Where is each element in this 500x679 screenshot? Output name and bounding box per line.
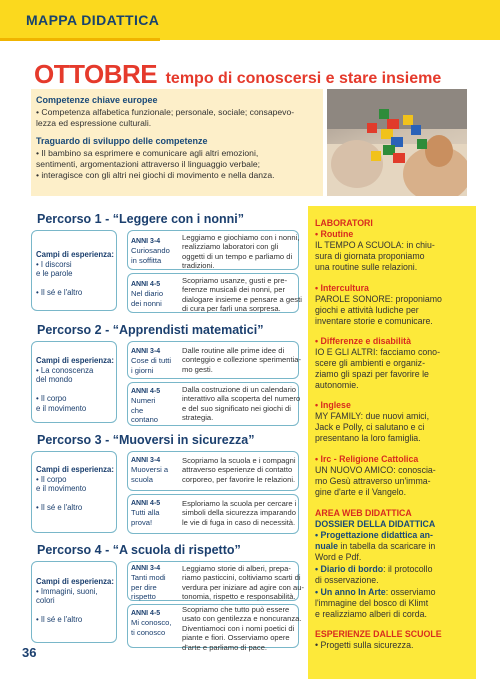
competences-box [31, 89, 323, 196]
activity-name: Numeri [131, 396, 156, 406]
age-label: ANNI 3-4 [131, 238, 161, 245]
percorso-4-campi [36, 577, 114, 625]
activity-name: rispetto [131, 592, 156, 602]
page-number: 36 [22, 645, 37, 660]
month-title: OTTOBRE [34, 59, 158, 89]
percorso-3-campi [36, 465, 114, 513]
inglese-text [315, 411, 475, 444]
month-subtitle: tempo di conoscersi e stare insieme [165, 70, 442, 87]
desc-line: d'arte e parliamo di pace. [182, 642, 268, 652]
campi-item: • La conoscenza [36, 365, 94, 375]
activity-name: che [131, 405, 144, 415]
dossier-heading: DOSSIER DELLA DIDATTICA [315, 519, 436, 529]
intercultura-line: inventare storie e comunicare. [315, 316, 433, 326]
campi-item: • Immagini, suoni, [36, 586, 98, 596]
activity-name: Nel diario [131, 289, 164, 299]
disabilita-line: IO E GLI ALTRI: facciamo cono- [315, 347, 440, 357]
percorso-3-age-3-4 [131, 455, 168, 484]
irc-line: gine d'arte e il Vangelo. [315, 487, 407, 497]
desc-line: simboli della sicurezza imparando [182, 508, 296, 518]
disabilita-line: ziamo gli spazi per favorire le [315, 369, 429, 379]
percorso-2-age-4-5 [131, 386, 160, 425]
disabilita-text [315, 347, 475, 391]
percorso-4-desc-4-5 [182, 605, 301, 652]
desc-line: tonomia, rispetto e responsabilità. [182, 592, 296, 602]
activity-name: Tutti alla [131, 508, 160, 518]
disabilita-heading: • Differenze e disabilità [315, 336, 411, 346]
desc-line: ferenze musicali dei nonni, per [182, 285, 285, 295]
desc-line: corporeo, per favorire le relazioni. [182, 474, 296, 484]
desc-line: Dalla costruzione di un calendario [182, 385, 296, 394]
campi-item: colori [36, 596, 55, 606]
area-web-heading: AREA WEB DIDATTICA [315, 508, 412, 518]
desc-line: mo gesti. [182, 364, 213, 374]
activities-sidebar [308, 206, 476, 679]
campi-item: e le parole [36, 269, 73, 279]
percorso-3-desc-3-4 [182, 456, 296, 484]
desc-line: e del suo significato nei giochi di [182, 403, 291, 413]
esperienze-heading: ESPERIENZE DALLE SCUOLE [315, 629, 442, 639]
competenze-line: lezza ed espressione culturali. [36, 118, 152, 129]
desc-line: strategia. [182, 413, 214, 423]
irc-text [315, 465, 475, 498]
activity-name: contano [131, 415, 159, 425]
campi-item: e il movimento [36, 484, 87, 494]
traguardi-line: sentimenti, argomentazioni attraverso il linguaggio verbale; [36, 159, 261, 170]
arte-heading: • Un anno In Arte [315, 587, 386, 597]
disabilita-line: scere gli ambienti e organiz- [315, 358, 426, 368]
activity-name: Curiosando [131, 246, 170, 256]
inglese-line: presentano la loro famiglia. [315, 433, 421, 443]
diario-line: di osservazione. [315, 575, 379, 585]
photo-illustration [327, 89, 467, 196]
traguardi-text [36, 148, 322, 182]
intercultura-line: giochi e attività ludiche per [315, 305, 419, 315]
campi-label: Campi di esperienza: [36, 577, 114, 586]
inglese-heading: • Inglese [315, 400, 351, 410]
activity-name: Cose di tutti [131, 356, 172, 366]
campi-item: e il movimento [36, 403, 87, 413]
laboratori-heading: LABORATORI [315, 218, 373, 228]
routine-heading: • Routine [315, 229, 354, 239]
campi-label: Campi di esperienza: [36, 356, 114, 365]
irc-line: mo Gesù attraverso un'imma- [315, 476, 431, 486]
diario-line: : il protocollo [383, 564, 433, 574]
age-label: ANNI 4-5 [131, 388, 161, 395]
activity-name: Tanti modi [131, 573, 166, 583]
campi-item: del mondo [36, 375, 73, 385]
desc-line: realizziamo laboratori con gli [182, 242, 279, 252]
arte-line: l'immagine del bosco di Klimt [315, 598, 429, 608]
percorso-3-age-4-5 [131, 498, 160, 527]
routine-line: una routine sulle relazioni. [315, 262, 418, 272]
activity-name: scuola [131, 474, 153, 484]
campi-item: • I discorsi [36, 259, 72, 269]
diario-text [315, 564, 475, 586]
irc-line: UN NUOVO AMICO: conoscia- [315, 465, 436, 475]
page-title [34, 59, 441, 90]
percorso-4-age-3-4 [131, 563, 166, 602]
percorso-2-desc-3-4 [182, 346, 301, 374]
desc-line: Leggiamo storie di alberi, prepa- [182, 564, 291, 573]
competenze-heading: Competenze chiave europee [36, 95, 158, 105]
percorso-2-title: Percorso 2 - “Apprendisti matematici” [37, 323, 264, 337]
progettazione-heading: • Progettazione didattica an- [315, 530, 433, 540]
desc-line: Diventiamoci con i nomi poetici di [182, 623, 295, 633]
percorso-4-title: Percorso 4 - “A scuola di rispetto” [37, 543, 241, 557]
progettazione-heading-cont: nuale [315, 541, 338, 551]
desc-line: oggetti di un tempo e parliamo di [182, 251, 293, 261]
section-title: MAPPA DIDATTICA [26, 12, 160, 28]
inglese-line: Jack e Polly, ci salutano e ci [315, 422, 425, 432]
arte-text [315, 587, 475, 620]
age-label: ANNI 3-4 [131, 565, 161, 572]
intercultura-text [315, 294, 475, 327]
age-label: ANNI 4-5 [131, 500, 161, 507]
activity-name: in soffitta [131, 255, 162, 265]
desc-line: interattivo alla scoperta del numero [182, 394, 301, 404]
activity-name: dei nonni [131, 298, 162, 308]
desc-line: Leggiamo e giochiamo con i nonni, [182, 233, 300, 242]
routine-text [315, 240, 475, 273]
campi-label: Campi di esperienza: [36, 465, 114, 474]
percorso-2-desc-4-5 [182, 385, 300, 423]
campi-item: • Il sé e l'altro [36, 615, 83, 625]
percorso-2-campi [36, 356, 114, 414]
progettazione-line: in tabella da scaricare in [337, 541, 436, 551]
progettazione-text [315, 530, 475, 563]
desc-line: tradizioni. [182, 261, 215, 271]
traguardi-line: • Il bambino sa esprimere e comunicare agli altri emozioni, [36, 148, 259, 158]
age-label: ANNI 4-5 [131, 610, 161, 617]
intercultura-line: PAROLE SONORE: proponiamo [315, 294, 442, 304]
activity-name: Mi conosco, [131, 618, 172, 628]
activity-name: Muoversi a [131, 465, 169, 475]
desc-line: piante e fiori. Osserviamo opere [182, 633, 290, 643]
percorso-4-desc-3-4 [182, 564, 304, 602]
percorso-3-desc-4-5 [182, 499, 296, 527]
activity-name: prova! [131, 517, 153, 527]
desc-line: Dalle routine alle prime idee di [182, 346, 285, 355]
desc-line: di cura per farli una sorpresa. [182, 304, 281, 314]
disabilita-line: autonomie. [315, 380, 359, 390]
section-header-bar [0, 0, 500, 40]
campi-item [36, 606, 114, 616]
activity-name: per dire [131, 582, 157, 592]
traguardi-line: • interagisce con gli altri nei giochi di movimento e nella danza. [36, 170, 275, 181]
competenze-line: • Competenza alfabetica funzionale; personale, sociale; consapevo- [36, 107, 295, 117]
routine-line: IL TEMPO A SCUOLA: in chiu- [315, 240, 435, 250]
competenze-text [36, 107, 322, 129]
age-label: ANNI 3-4 [131, 348, 161, 355]
campi-label: Campi di esperienza: [36, 250, 114, 259]
percorso-1-age-4-5 [131, 279, 163, 308]
percorso-2-age-3-4 [131, 346, 171, 375]
campi-item: • Il corpo [36, 474, 67, 484]
traguardi-heading: Traguardo di sviluppo delle competenze [36, 136, 208, 146]
percorso-1-age-3-4 [131, 236, 170, 265]
irc-heading: • Irc - Religione Cattolica [315, 454, 419, 464]
campi-item [36, 494, 114, 504]
campi-item: • Il sé e l'altro [36, 503, 83, 513]
campi-item [36, 279, 114, 289]
desc-line: Scopriamo che tutto può essere [182, 605, 290, 614]
desc-line: dialogare insieme e pensare a gesti [182, 294, 302, 304]
campi-item: • Il corpo [36, 394, 67, 404]
desc-line: usato con gentilezza e noncuranza. [182, 614, 302, 624]
percorso-1-title: Percorso 1 - “Leggere con i nonni” [37, 212, 244, 226]
campi-item: • Il sé e l'altro [36, 288, 83, 298]
percorso-3-title: Percorso 3 - “Muoversi in sicurezza” [37, 433, 255, 447]
progettazione-line: Word e Pdf. [315, 552, 362, 562]
inglese-line: MY FAMILY: due nuovi amici, [315, 411, 430, 421]
desc-line: conteggio e collezione sperimentia- [182, 355, 302, 365]
progetti-sicurezza: • Progetti sulla sicurezza. [315, 640, 414, 650]
percorso-1-desc-4-5 [182, 276, 302, 314]
desc-line: attraverso esperienze di contatto [182, 465, 293, 475]
activity-name: i giorni [131, 365, 154, 375]
percorso-1-campi [36, 250, 114, 298]
desc-line: Scopriamo la scuola e i compagni [182, 456, 296, 465]
arte-line: e realizziamo alberi di corda. [315, 609, 427, 619]
diario-heading: • Diario di bordo [315, 564, 384, 574]
desc-line: Esploriamo la scuola per cercare i [182, 499, 297, 508]
intercultura-heading: • Intercultura [315, 283, 369, 293]
header-ribbon [0, 38, 160, 41]
desc-line: riamo pasticcini, coltiviamo scarti di [182, 573, 301, 583]
age-label: ANNI 4-5 [131, 281, 161, 288]
percorso-1-desc-3-4 [182, 233, 299, 271]
age-label: ANNI 3-4 [131, 457, 161, 464]
percorso-4-age-4-5 [131, 608, 172, 637]
arte-line: : osserviamo [385, 587, 436, 597]
routine-line: sura di giornata proponiamo [315, 251, 425, 261]
desc-line: Scopriamo usanze, gusti e pre- [182, 276, 288, 285]
desc-line: le vie di fuga in caso di necessità. [182, 517, 296, 527]
desc-line: verdura per iniziare ad agire con au- [182, 582, 304, 592]
activity-name: ti conosco [131, 627, 166, 637]
campi-item [36, 385, 114, 395]
children-playing-photo [327, 89, 467, 196]
